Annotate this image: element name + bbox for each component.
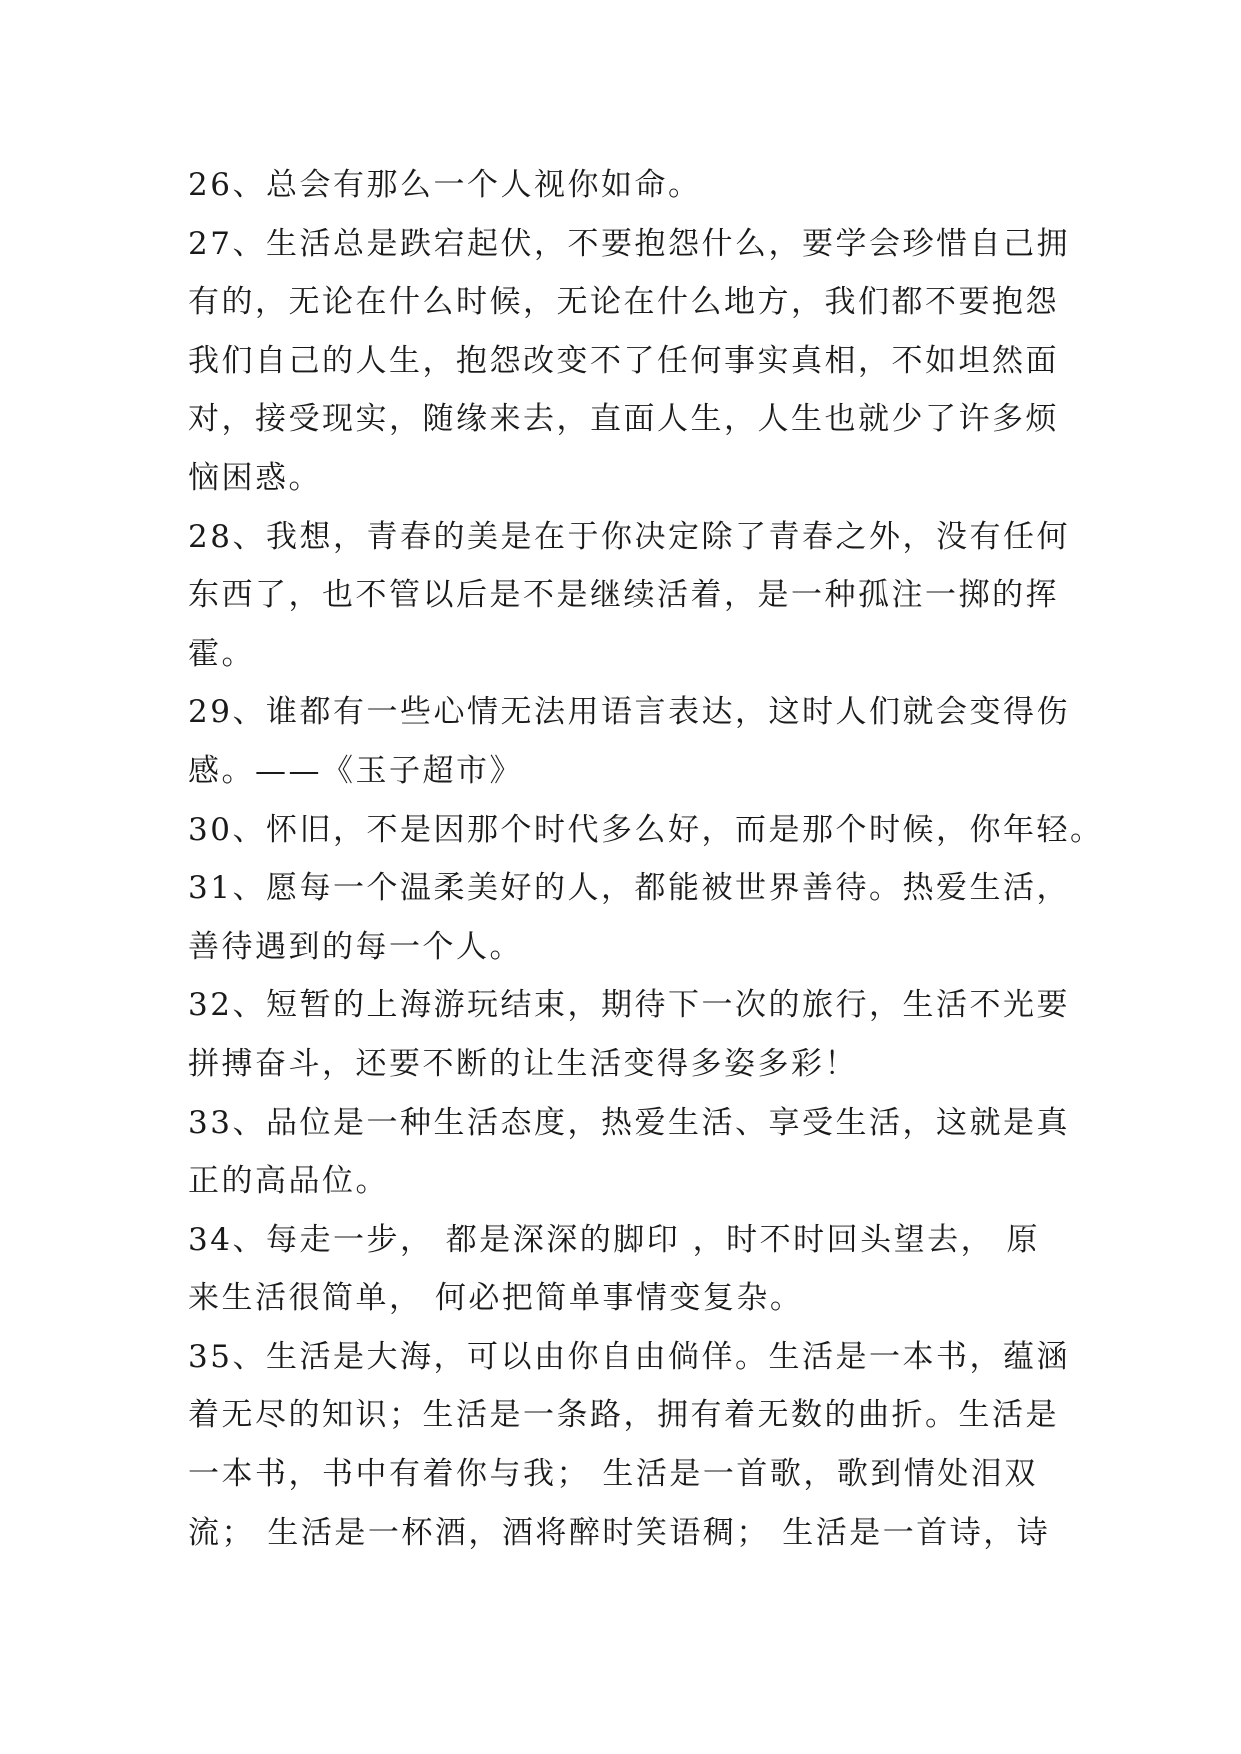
text-line: 34、每走一步， 都是深深的脚印 ，时不时回头望去， 原 — [188, 1221, 1041, 1258]
text-line: 我们自己的人生，抱怨改变不了任何事实真相，不如坦然面 — [188, 342, 1059, 379]
text-line: 东西了，也不管以后是不是继续活着，是一种孤注一掷的挥 — [188, 577, 1059, 614]
text-line: 正的高品位。 — [188, 1163, 389, 1200]
text-line: 恼困惑。 — [188, 459, 322, 496]
document-body — [188, 156, 1104, 1562]
text-line: 35、生活是大海，可以由你自由倘佯。生活是一本书，蕴涵 — [188, 1338, 1070, 1375]
text-line: 27、生活总是跌宕起伏，不要抱怨什么，要学会珍惜自己拥 — [188, 225, 1070, 262]
text-line: 有的，无论在什么时候，无论在什么地方，我们都不要抱怨 — [188, 284, 1059, 321]
text-line: 善待遇到的每一个人。 — [188, 928, 523, 965]
text-line: 29、谁都有一些心情无法用语言表达，这时人们就会变得伤 — [188, 694, 1070, 731]
text-line: 流； 生活是一杯酒，酒将醉时笑语稠； 生活是一首诗，诗 — [188, 1514, 1051, 1551]
text-line: 31、愿每一个温柔美好的人，都能被世界善待。热爱生活， — [188, 870, 1070, 907]
text-line: 来生活很简单， 何必把简单事情变复杂。 — [188, 1280, 804, 1317]
text-line: 对，接受现实，随缘来去，直面人生，人生也就少了许多烦 — [188, 401, 1059, 438]
text-line: 33、品位是一种生活态度，热爱生活、享受生活，这就是真 — [188, 1104, 1070, 1141]
text-line: 霍。 — [188, 635, 255, 672]
text-line: 着无尽的知识；生活是一条路，拥有着无数的曲折。生活是 — [188, 1397, 1059, 1434]
text-line: 32、短暂的上海游玩结束，期待下一次的旅行，生活不光要 — [188, 987, 1070, 1024]
text-line: 26、总会有那么一个人视你如命。 — [188, 167, 702, 203]
text-line: 拼搏奋斗，还要不断的让生活变得多姿多彩！ — [188, 1045, 858, 1082]
text-line: 30、怀旧，不是因那个时代多么好，而是那个时候，你年轻。 — [188, 811, 1104, 848]
text-line: 28、我想，青春的美是在于你决定除了青春之外，没有任何 — [188, 518, 1070, 555]
text-line: 感。——《玉子超市》 — [188, 752, 523, 789]
text-line: 一本书，书中有着你与我； 生活是一首歌，歌到情处泪双 — [188, 1456, 1038, 1493]
